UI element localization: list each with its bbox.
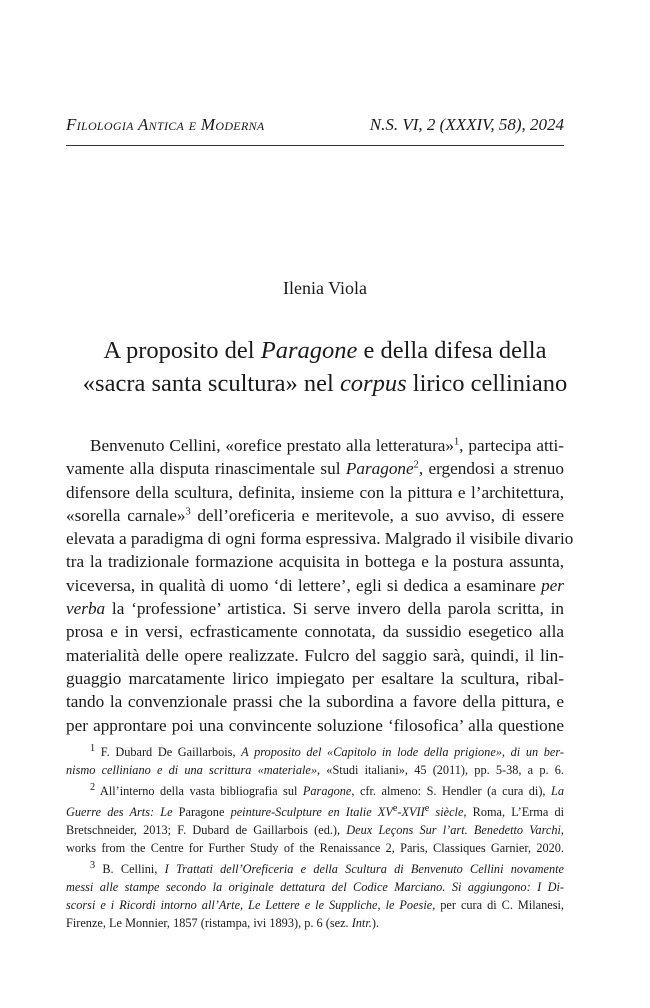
footnote-3-cont: Firenze, Le Monnier, 1857 (ristampa, ivi 1893), p. 6 (sez. Intr.). <box>66 916 380 931</box>
body-line: prosa e in versi, ecfrasticamente connotata, da sussidio esegetico alla <box>66 622 564 642</box>
body-line: vamente alla disputa rinascimentale sul Paragone$^2$, ergendosi a strenuo <box>66 459 564 479</box>
body-line: guaggio marcatamente lirico impiegato per esaltare la scultura, ribal- <box>66 668 564 688</box>
footnote-1: $^1$ F. Dubard De Gaillarbois, A proposito del «Capitolo in lode della prigione», di un ber- <box>90 743 564 760</box>
footnote-ref-2[interactable]: 2 <box>413 459 419 471</box>
footnote-2-cont: Guerre des Arts: Le Paragone peinture-Sculpture en Italie XVe-XVIIe siècle, Roma, L’Erma di <box>66 803 565 820</box>
body-line: viceversa, in qualità di uomo ‘di lettere’, egli si dedica a esaminare per <box>66 575 564 595</box>
footnote-2-cont: works from the Centre for Further Study of the Renaissance 2, Paris, Classiques Garnier, 2020. <box>66 841 564 856</box>
article-title <box>40 334 610 400</box>
title-line-1: A proposito del Paragone e della difesa della <box>103 337 547 364</box>
body-paragraph <box>66 434 574 737</box>
body-line: difensore della scultura, definita, insieme con la pittura e l’architettura, <box>66 482 564 502</box>
body-line: elevata a paradigma di ogni forma espressiva. Malgrado il visibile divario <box>66 529 574 549</box>
footnote-1-cont: nismo celliniano e di una scrittura «materiale», «Studi italiani», 45 (2011), pp. 5-38, a p. 6. <box>66 763 564 778</box>
body-line: tando la convenzionale prassi che la subordina a favore della pittura, e <box>66 692 564 712</box>
footnote-2: $^2$ All’interno della vasta bibliografia sul Paragone, cfr. almeno: S. Hendler (a cura di), La <box>90 782 564 799</box>
author-name: Ilenia Viola <box>282 278 368 298</box>
header-divider <box>66 145 564 146</box>
body-line: Benvenuto Cellini, «orefice prestato alla letteratura»$^1$, partecipa atti- <box>90 436 565 455</box>
body-line: materialità delle opere realizzate. Fulcro del saggio sarà, quindi, il lin- <box>66 645 564 665</box>
body-line: per approntare poi una convincente soluzione ‘filosofica’ alla questione <box>66 715 564 735</box>
footnote-3-cont: messi alle stampe secondo la originale dettatura del Codice Marciano. Si aggiungono: I Di- <box>66 880 564 895</box>
footnote-ref-1[interactable]: 1 <box>454 436 460 448</box>
footnotes <box>66 740 564 932</box>
footnote-2-cont: Bretschneider, 2013; F. Dubard de Gaillarbois (ed.), Deux Leçons Sur l’art. Benedetto Varchi, <box>66 823 564 838</box>
footnote-3: $^3$ B. Cellini, I Trattati dell’Oreficeria e della Scultura di Benvenuto Cellini novamente <box>90 860 564 877</box>
footnote-ref-3[interactable]: 3 <box>185 506 191 518</box>
body-line: «sorella carnale»$^3$ dell’oreficeria e meritevole, a suo avviso, di essere <box>66 505 564 525</box>
body-line: tra la tradizionale formazione acquisita in bottega e la postura assunta, <box>66 552 564 572</box>
issue-info: N.S. VI, 2 (XXXIV, 58), 2024 <box>369 115 564 134</box>
title-line-2: «sacra santa scultura» nel corpus lirico celliniano <box>82 370 568 397</box>
running-header <box>66 114 564 136</box>
body-line: verba la ‘professione’ artistica. Si serve invero della parola scritta, in <box>66 599 564 619</box>
footnote-3-cont: scorsi e i Ricordi intorno all’Arte, Le Lettere e le Suppliche, le Poesie, per cura di C. Milanesi, <box>66 898 564 913</box>
journal-name: Filologia Antica e Moderna <box>66 115 265 134</box>
